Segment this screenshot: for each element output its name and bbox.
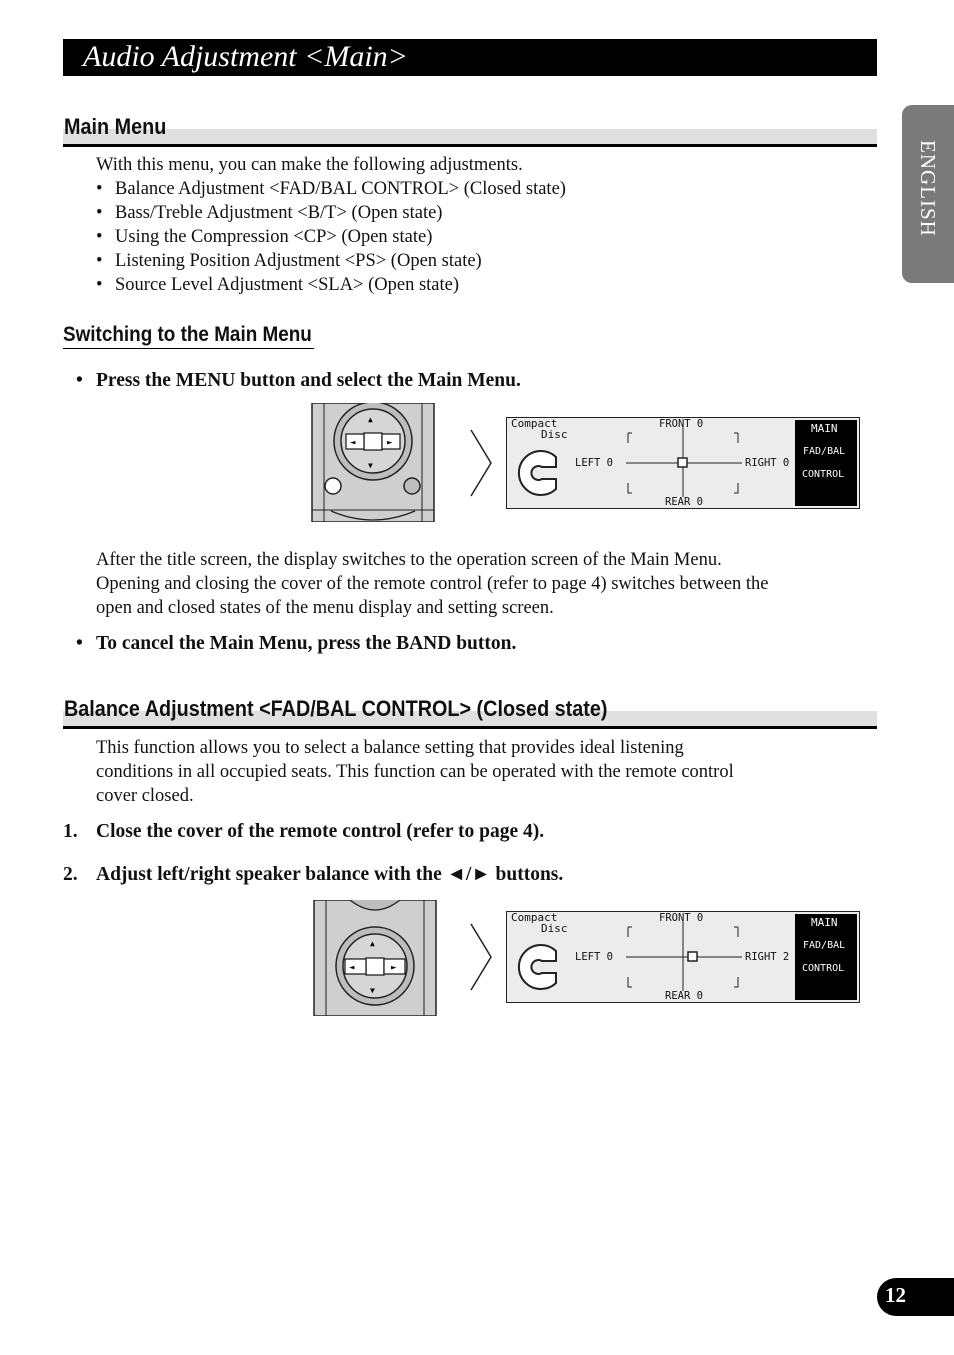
lcd-display-balance [506,911,860,1003]
instruction-text: Press the MENU button and select the Main Menu. [96,370,521,391]
lcd-rear-value: REAR 0 [665,496,703,508]
lcd-right-value: RIGHT 0 [745,457,790,469]
lcd-menu-line2: FAD/BAL [803,446,846,457]
lcd-front-value: FRONT 0 [659,912,704,924]
step-marker: • [76,633,83,654]
chevron-right-icon [469,429,493,497]
left-arrow-icon: ◄ [349,963,355,973]
adjustment-list [96,177,566,297]
list-item: • Using the Compression <CP> (Open state) [96,225,566,249]
step-2 [63,863,563,887]
step-text: Adjust left/right speaker balance with the ◄/► buttons. [96,864,564,885]
lcd-source-line1: Compact [511,911,558,924]
step-number: 2. [63,864,78,885]
list-item: • Source Level Adjustment <SLA> (Open state) [96,273,566,297]
lcd-left-value: LEFT 0 [575,951,613,963]
lcd-right-value: RIGHT 2 [745,951,790,963]
cd-source-icon [518,945,555,989]
right-arrow-icon: ► [391,963,397,973]
section-heading-main-menu [63,112,877,148]
cd-source-icon [518,451,555,495]
lcd-menu-line3: CONTROL [802,469,845,480]
lcd-source-line2: Disc [541,922,568,935]
step-marker: • [76,370,83,391]
down-arrow-icon: ▼ [368,461,373,470]
up-arrow-icon: ▲ [370,939,375,948]
instruction-cancel [76,632,516,656]
balance-para-line1: This function allows you to select a balance setting that provides ideal listening [96,738,684,758]
step-text: Close the cover of the remote control (refer to page 4). [96,821,545,842]
lcd-menu-line3: CONTROL [802,963,845,974]
language-tab [902,105,954,283]
step-1 [63,820,544,844]
step-number: 1. [63,821,78,842]
lcd-source-line1: Compact [511,417,558,430]
switching-para-line1: After the title screen, the display switches to the operation screen of the Main Menu. [96,550,722,570]
instruction-text: To cancel the Main Menu, press the BAND button. [96,633,517,654]
remote-control-illustration [311,403,435,522]
page-number-tab [877,1278,954,1316]
balance-para-line3: cover closed. [96,786,194,806]
list-item: • Listening Position Adjustment <PS> (Open state) [96,249,566,273]
page-title-bar [63,39,877,76]
lcd-front-value: FRONT 0 [659,418,704,430]
lcd-menu-line1: MAIN [811,422,838,435]
list-item: • Balance Adjustment <FAD/BAL CONTROL> (Closed state) [96,177,566,201]
page-number: 12 [885,1283,906,1307]
lcd-source-line2: Disc [541,428,568,441]
left-arrow-icon: ◄ [350,438,356,448]
lcd-rear-value: REAR 0 [665,990,703,1002]
menu-button-highlight [325,478,341,494]
page-title: Audio Adjustment <Main> [83,40,408,73]
list-item: • Bass/Treble Adjustment <B/T> (Open state) [96,201,566,225]
lcd-menu-line1: MAIN [811,916,838,929]
chevron-right-icon [469,923,493,991]
subheading-switching: Switching to the Main Menu [63,322,314,349]
language-tab-label: ENGLISH [916,140,940,237]
section-heading-balance [63,694,877,730]
right-arrow-icon: ► [387,438,393,448]
lcd-left-value: LEFT 0 [575,457,613,469]
section-heading-text: Balance Adjustment <FAD/BAL CONTROL> (Closed state) [64,696,608,721]
switching-para-line2: Opening and closing the cover of the remote control (refer to page 4) switches between the [96,574,769,594]
lcd-display-main-menu [506,417,860,509]
switching-para-line3: open and closed states of the menu display and setting screen. [96,598,554,618]
down-arrow-icon: ▼ [370,986,375,995]
remote-control-illustration [313,900,437,1016]
up-arrow-icon: ▲ [368,415,373,424]
balance-para-line2: conditions in all occupied seats. This function can be operated with the remote control [96,762,734,782]
main-menu-intro: With this menu, you can make the following adjustments. [96,155,523,175]
lcd-menu-line2: FAD/BAL [803,940,846,951]
instruction-press-menu [76,369,521,393]
section-heading-text: Main Menu [64,114,167,139]
